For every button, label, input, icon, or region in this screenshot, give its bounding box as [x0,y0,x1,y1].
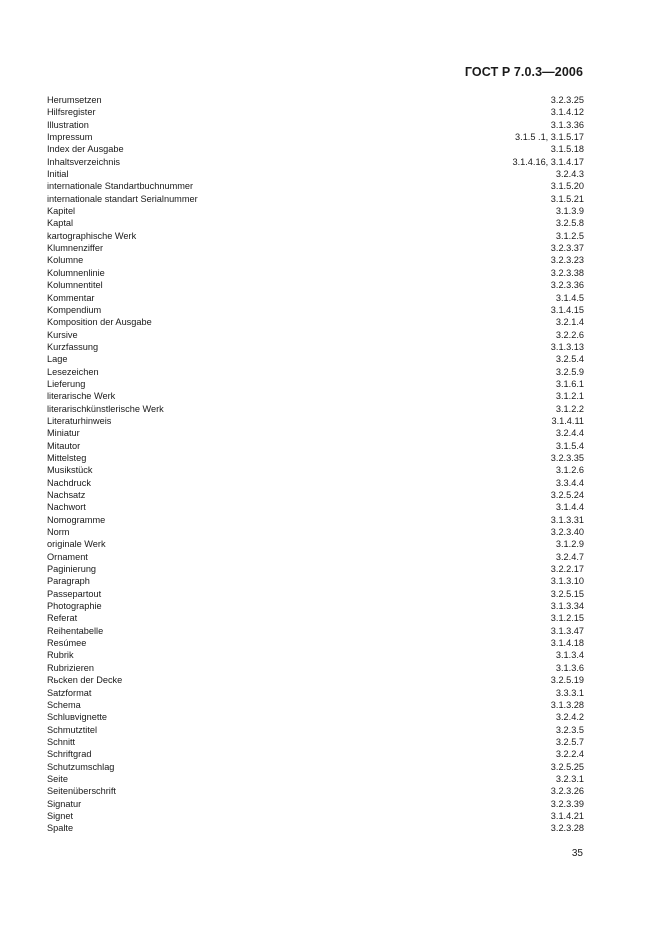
index-reference: 3.1.6.1 [555,378,584,389]
index-term: literarischkünstlerische Werk [47,403,164,414]
index-term: Herumsetzen [47,95,102,105]
index-reference: 3.1.5 .1, 3.1.5.17 [515,132,584,143]
standard-code-header: ГОСТ Р 7.0.3—2006 [464,65,583,79]
index-entry [47,304,584,316]
index-reference: 3.1.3.6 [555,662,584,673]
index-term: internationale Standartbuchnummer [47,181,194,192]
index-term: Illustration [47,119,89,130]
index-reference: 3.1.2.15 [550,613,584,624]
index-term: Kapitel [47,206,76,217]
index-term: Kurzfassung [47,341,99,352]
index-term: Photographie [47,601,102,612]
index-reference: 3.1.2.1 [555,391,584,402]
index-entry [47,205,584,217]
term-index-list [47,94,584,835]
index-term: Index der Ausgabe [47,144,124,155]
index-entry [47,292,584,304]
index-entry [47,588,584,600]
index-term: Schnitt [47,736,76,747]
index-reference: 3.2.5.9 [555,366,584,377]
index-reference: 3.2.3.40 [550,527,584,538]
index-term: Kompendium [47,304,102,315]
index-reference: 3.2.1.4 [555,317,584,328]
index-entry [47,378,584,390]
index-reference: 3.2.3.23 [550,255,584,266]
index-reference: 3.2.4.4 [555,428,584,439]
index-term: Satzformat [47,687,92,698]
index-reference: 3.2.5.4 [555,354,584,365]
index-term: Kolumnenlinie [47,267,105,278]
index-entry [47,341,584,353]
index-term: kartographische Werk [47,230,137,241]
index-reference: 3.2.5.25 [550,761,584,772]
index-entry [47,329,584,341]
index-entry [47,279,584,291]
index-entry [47,761,584,773]
index-term: Kursive [47,329,78,340]
index-reference: 3.1.3.13 [550,341,584,352]
index-reference: 3.2.3.39 [550,798,584,809]
index-term: Paginierung [47,564,97,575]
index-term: Mittelsteg [47,452,87,463]
index-reference: 3.1.3.31 [550,514,584,525]
index-reference: 3.1.2.9 [555,539,584,550]
index-term: Kommentar [47,292,95,303]
index-reference: 3.2.3.5 [555,724,584,735]
index-reference: 3.2.5.8 [555,218,584,229]
index-term: Rьcken der Decke [47,675,123,686]
index-reference: 3.1.5.21 [550,193,584,204]
index-term: Rubrik [47,650,74,661]
index-term: Kolumne [47,255,84,266]
index-entry [47,143,584,155]
index-term: Kaptal [47,218,74,229]
index-entry [47,551,584,563]
index-reference: 3.2.2.17 [550,564,584,575]
index-term: Mitautor [47,440,81,451]
index-term: Rubrizieren [47,662,94,673]
index-reference: 3.1.3.10 [550,576,584,587]
index-term: Schema [47,699,81,710]
index-reference: 3.1.4.11 [551,415,584,426]
index-entry [47,415,584,427]
index-entry [47,748,584,760]
index-reference: 3.2.3.36 [550,280,584,291]
index-term: originale Werk [47,539,106,550]
index-term: Inhaltsverzeichnis [47,156,121,167]
index-reference: 3.2.5.19 [550,675,584,686]
index-entry [47,403,584,415]
index-entry [47,156,584,168]
index-entry [47,798,584,810]
index-term: Resúmee [47,638,87,649]
index-reference: 3.1.2.2 [555,403,584,414]
index-reference: 3.1.4.12 [550,107,584,118]
index-entry [47,575,584,587]
index-entry [47,662,584,674]
index-entry [47,119,584,131]
index-entry [47,440,584,452]
index-reference: 3.2.3.37 [550,243,584,254]
index-entry [47,452,584,464]
index-entry [47,612,584,624]
index-term: Musikstück [47,465,93,476]
index-entry [47,810,584,822]
index-reference: 3.1.4.21 [550,810,584,821]
index-entry [47,724,584,736]
index-entry [47,699,584,711]
index-entry [47,637,584,649]
index-entry [47,674,584,686]
index-reference: 3.1.2.5 [555,230,584,241]
index-reference: 3.3.4.4 [555,477,584,488]
index-entry [47,625,584,637]
page-number: 35 [571,848,583,859]
index-entry [47,687,584,699]
index-term: Schmutztitel [47,724,98,735]
index-term: Literaturhinweis [47,415,112,426]
index-term: Lieferung [47,378,86,389]
index-entry [47,106,584,118]
index-entry [47,168,584,180]
index-reference: 3.1.3.28 [550,699,584,710]
index-term: Lage [47,354,68,365]
index-term: Kolumnentitel [47,280,103,291]
index-reference: 3.2.2.4 [555,749,584,760]
index-term: Hilfsregister [47,107,96,118]
index-term: Miniatur [47,428,80,439]
index-entry [47,822,584,834]
index-reference: 3.2.5.7 [555,736,584,747]
index-term: Nachwort [47,502,86,513]
index-term: Nachsatz [47,490,86,500]
index-term: Signatur [47,798,82,809]
index-entry [47,217,584,229]
index-term: Nachdruck [47,477,91,488]
index-reference: 3.2.4.2 [555,712,584,723]
index-reference: 3.2.3.1 [555,773,584,784]
index-term: Spalte [47,823,74,834]
index-reference: 3.1.3.36 [550,119,584,130]
index-term: internationale standart Serialnummer [47,193,198,204]
index-reference: 3.1.4.4 [555,502,584,513]
index-entry [47,477,584,489]
index-entry [47,390,584,402]
index-term: Schluвvignette [47,712,108,723]
index-reference: 3.2.3.38 [550,267,584,278]
index-term: Initial [47,169,69,180]
index-entry [47,94,584,106]
index-entry [47,427,584,439]
index-reference: 3.2.3.28 [550,823,584,834]
index-reference: 3.2.5.15 [550,588,584,599]
index-term: Impressum [47,132,93,143]
index-term: Norm [47,527,70,538]
index-term: Lesezeichen [47,366,99,377]
index-reference: 3.1.5.18 [550,144,584,155]
index-entry [47,649,584,661]
index-reference: 3.1.3.4 [555,650,584,661]
index-entry [47,526,584,538]
index-term: Signet [47,810,74,821]
index-reference: 3.3.3.1 [555,687,584,698]
index-reference: 3.1.3.9 [555,206,584,217]
index-entry [47,193,584,205]
index-reference: 3.2.3.26 [550,786,584,797]
index-reference: 3.2.4.3 [555,169,584,180]
index-term: Ornament [47,551,88,562]
index-term: Reihentabelle [47,625,104,636]
index-entry [47,267,584,279]
index-term: Paragraph [47,576,90,587]
index-term: Komposition der Ausgabe [47,317,152,328]
index-reference: 3.1.3.47 [550,625,584,636]
index-reference: 3.1.2.6 [555,465,584,476]
index-entry [47,353,584,365]
index-term: Seitenüberschrift [47,786,116,797]
index-entry [47,785,584,797]
index-entry [47,316,584,328]
index-entry [47,773,584,785]
index-reference: 3.2.2.6 [555,329,584,340]
index-term: Nomogramme [47,514,106,525]
index-reference: 3.2.5.24 [550,490,584,500]
index-entry [47,242,584,254]
index-reference: 3.1.4.18 [550,638,584,649]
index-term: Passepartout [47,588,102,599]
index-entry [47,366,584,378]
index-entry [47,736,584,748]
index-entry [47,489,584,501]
index-entry [47,711,584,723]
index-entry [47,254,584,266]
index-term: literarische Werk [47,391,116,402]
index-term: Schutzumschlag [47,761,115,772]
index-term: Seite [47,773,68,784]
index-entry [47,563,584,575]
index-reference: 3.2.3.25 [550,95,584,105]
index-entry [47,600,584,612]
index-entry [47,180,584,192]
index-term: Klumnenziffer [47,243,104,254]
index-entry [47,514,584,526]
index-term: Schriftgrad [47,749,92,760]
index-reference: 3.1.5.20 [550,181,584,192]
index-reference: 3.2.3.35 [550,452,584,463]
index-reference: 3.1.5.4 [555,440,584,451]
index-reference: 3.1.4.5 [555,292,584,303]
index-entry [47,501,584,513]
index-entry [47,464,584,476]
index-reference: 3.1.4.15 [550,304,584,315]
index-reference: 3.1.3.34 [550,601,584,612]
index-reference: 3.1.4.16, 3.1.4.17 [512,156,584,167]
index-entry [47,538,584,550]
index-term: Referat [47,613,78,624]
index-entry [47,131,584,143]
index-reference: 3.2.4.7 [555,551,584,562]
index-entry [47,230,584,242]
